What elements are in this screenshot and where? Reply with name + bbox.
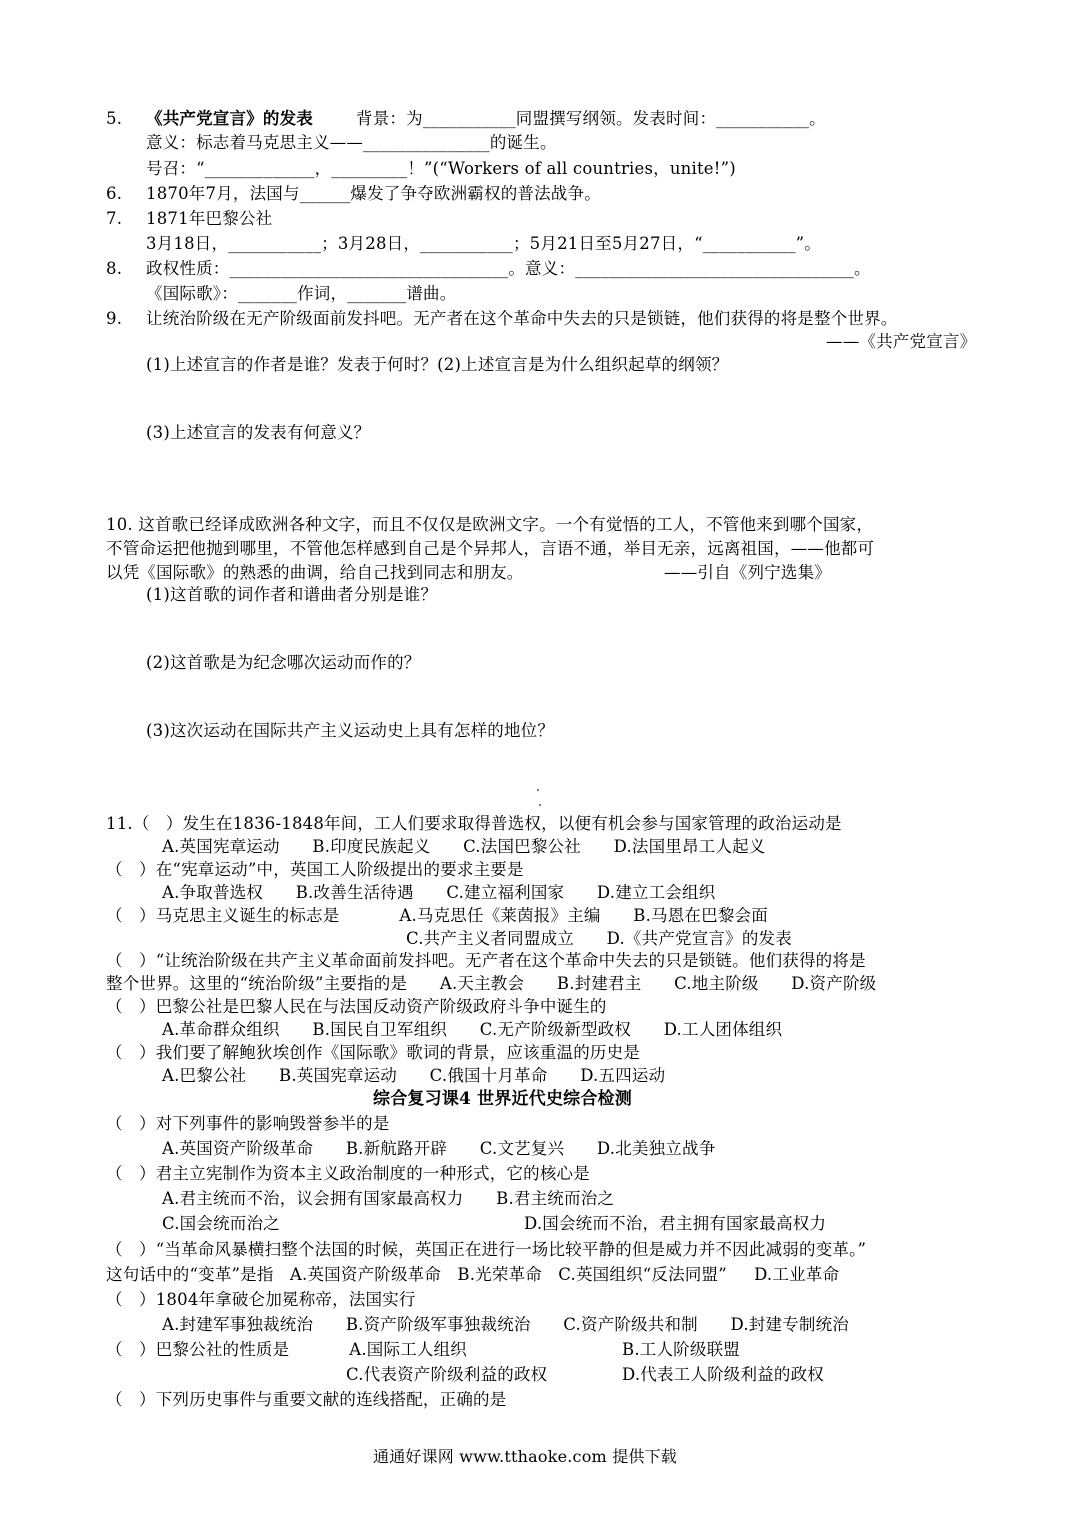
mc11-option-c: C.代表资产阶级利益的政权	[346, 1365, 548, 1384]
mc11-question: （ ）巴黎公社的性质是 A.国际工人组织	[106, 1340, 467, 1359]
q10-line2: 不管命运把他抛到哪里，不管他怎样感到自己是个异邦人，言语不通，举目无亲，远离祖国，——他都可	[106, 539, 875, 558]
scan-dot	[537, 789, 539, 791]
mc7-question: （ ）对下列事件的影响毁誉参半的是	[106, 1114, 390, 1133]
q5-slogan: 号召：“_____________，_________！”(“Workers of all countries，unite!”)	[146, 159, 736, 178]
mc12-question: （ ）下列历史事件与重要文献的连线搭配，正确的是	[106, 1390, 507, 1409]
q9-source: ——《共产党宣言》	[826, 332, 977, 351]
mc2-options: A.争取普选权 B.改善生活待遇 C.建立福利国家 D.建立工会组织	[162, 883, 716, 902]
q7-number: 7.	[106, 209, 123, 228]
q10-sub1: (1)这首歌的词作者和谱曲者分别是谁？	[146, 585, 438, 604]
q8-number: 8.	[106, 259, 123, 278]
q5-number: 5.	[106, 109, 123, 128]
q10-sub3: (3)这次运动在国际共产主义运动史上具有怎样的地位？	[146, 721, 555, 740]
q9-quote: 让统治阶级在无产阶级面前发抖吧。无产者在这个革命中失去的只是锁链，他们获得的将是整个世界。	[146, 309, 898, 328]
q6-text: 1870年7月，法国与______爆发了争夺欧洲霸权的普法战争。	[146, 184, 601, 203]
q9-number: 9.	[106, 309, 123, 328]
mc4-question-cont: 整个世界。这里的“统治阶级”主要指的是 A.天主教会 B.封建君主 C.地主阶级 D.资产阶级	[106, 974, 877, 993]
mc5-question: （ ）巴黎公社是巴黎人民在与法国反动资产阶级政府斗争中诞生的	[106, 997, 607, 1016]
mc8-option-c: C.国会统而治之	[162, 1214, 280, 1233]
mc1-question: 11.（ ）发生在1836-1848年间，工人们要求取得普选权，以便有机会参与国家管理的政治运动是	[106, 814, 842, 833]
mc3-options: C.共产主义者同盟成立 D.《共产党宣言》的发表	[406, 929, 792, 948]
section-title: 综合复习课4 世界近代史综合检测	[373, 1089, 632, 1109]
mc8-option-d: D.国会统而不治，君主拥有国家最高权力	[524, 1214, 827, 1233]
scan-dot	[539, 804, 541, 806]
mc8-question: （ ）君主立宪制作为资本主义政治制度的一种形式，它的核心是	[106, 1164, 590, 1183]
mc10-options: A.封建军事独裁统治 B.资产阶级军事独裁统治 C.资产阶级共和制 D.封建专制统治	[162, 1315, 850, 1334]
mc7-options: A.英国资产阶级革命 B.新航路开辟 C.文艺复兴 D.北美独立战争	[162, 1139, 716, 1158]
mc1-options: A.英国宪章运动 B.印度民族起义 C.法国巴黎公社 D.法国里昂工人起义	[162, 837, 766, 856]
mc11-option-b: B.工人阶级联盟	[622, 1340, 740, 1359]
q5-title: 《共产党宣言》的发表	[146, 109, 313, 128]
q5-background: 背景：为___________同盟撰写纲领。发表时间：___________。	[356, 109, 826, 128]
mc9-question: （ ）“当革命风暴横扫整个法国的时候，英国正在进行一场比较平静的但是威力并不因此减弱的变革。”	[106, 1240, 867, 1259]
mc10-question: （ ）1804年拿破仑加冕称帝，法国实行	[106, 1290, 416, 1309]
mc9-question-cont: 这句话中的“变革”是指 A.英国资产阶级革命 B.光荣革命 C.英国组织“反法同盟” D.工业革命	[106, 1265, 840, 1284]
mc6-options: A.巴黎公社 B.英国宪章运动 C.俄国十月革命 D.五四运动	[162, 1066, 666, 1085]
q10-line3: 以凭《国际歌》的熟悉的曲调，给自己找到同志和朋友。	[106, 563, 524, 582]
mc2-question: （ ）在“宪章运动”中，英国工人阶级提出的要求主要是	[106, 860, 524, 879]
mc4-question: （ ）“让统治阶级在共产主义革命面前发抖吧。无产者在这个革命中失去的只是锁链。他们获得的将是	[106, 951, 866, 970]
q8-anthem: 《国际歌》：_______作词，_______谱曲。	[146, 284, 457, 303]
q9-sub1: (1)上述宣言的作者是谁？发表于何时？(2)上述宣言是为什么组织起草的纲领？	[146, 355, 729, 374]
q9-sub3: (3)上述宣言的发表有何意义？	[146, 423, 371, 442]
q5-meaning: 意义：标志着马克思主义——_______________的诞生。	[146, 133, 557, 152]
mc8-options-ab: A.君主统而不治，议会拥有国家最高权力 B.君主统而治之	[162, 1189, 615, 1208]
page-footer: 通通好课网 www.tthaoke.com 提供下载	[373, 1447, 677, 1466]
q10-source: ——引自《列宁选集》	[664, 563, 831, 582]
q6-number: 6.	[106, 184, 123, 203]
q7-dates: 3月18日，___________；3月28日，___________；5月21日至5月27日，“___________”。	[146, 234, 821, 253]
q10-line1: 10. 这首歌已经译成欧洲各种文字，而且不仅仅是欧洲文字。一个有觉悟的工人，不管他来到哪个国家，	[106, 515, 874, 534]
mc11-option-d: D.代表工人阶级利益的政权	[622, 1365, 824, 1384]
mc5-options: A.革命群众组织 B.国民自卫军组织 C.无产阶级新型政权 D.工人团体组织	[162, 1020, 783, 1039]
mc3-question: （ ）马克思主义诞生的标志是 A.马克思任《莱茵报》主编 B.马恩在巴黎会面	[106, 906, 768, 925]
mc6-question: （ ）我们要了解鲍狄埃创作《国际歌》歌词的背景，应该重温的历史是	[106, 1043, 641, 1062]
q10-sub2: (2)这首歌是为纪念哪次运动而作的？	[146, 653, 421, 672]
q8-text: 政权性质：_________________________________。意义：_________________________________。	[146, 259, 871, 278]
q7-text: 1871年巴黎公社	[146, 209, 273, 228]
